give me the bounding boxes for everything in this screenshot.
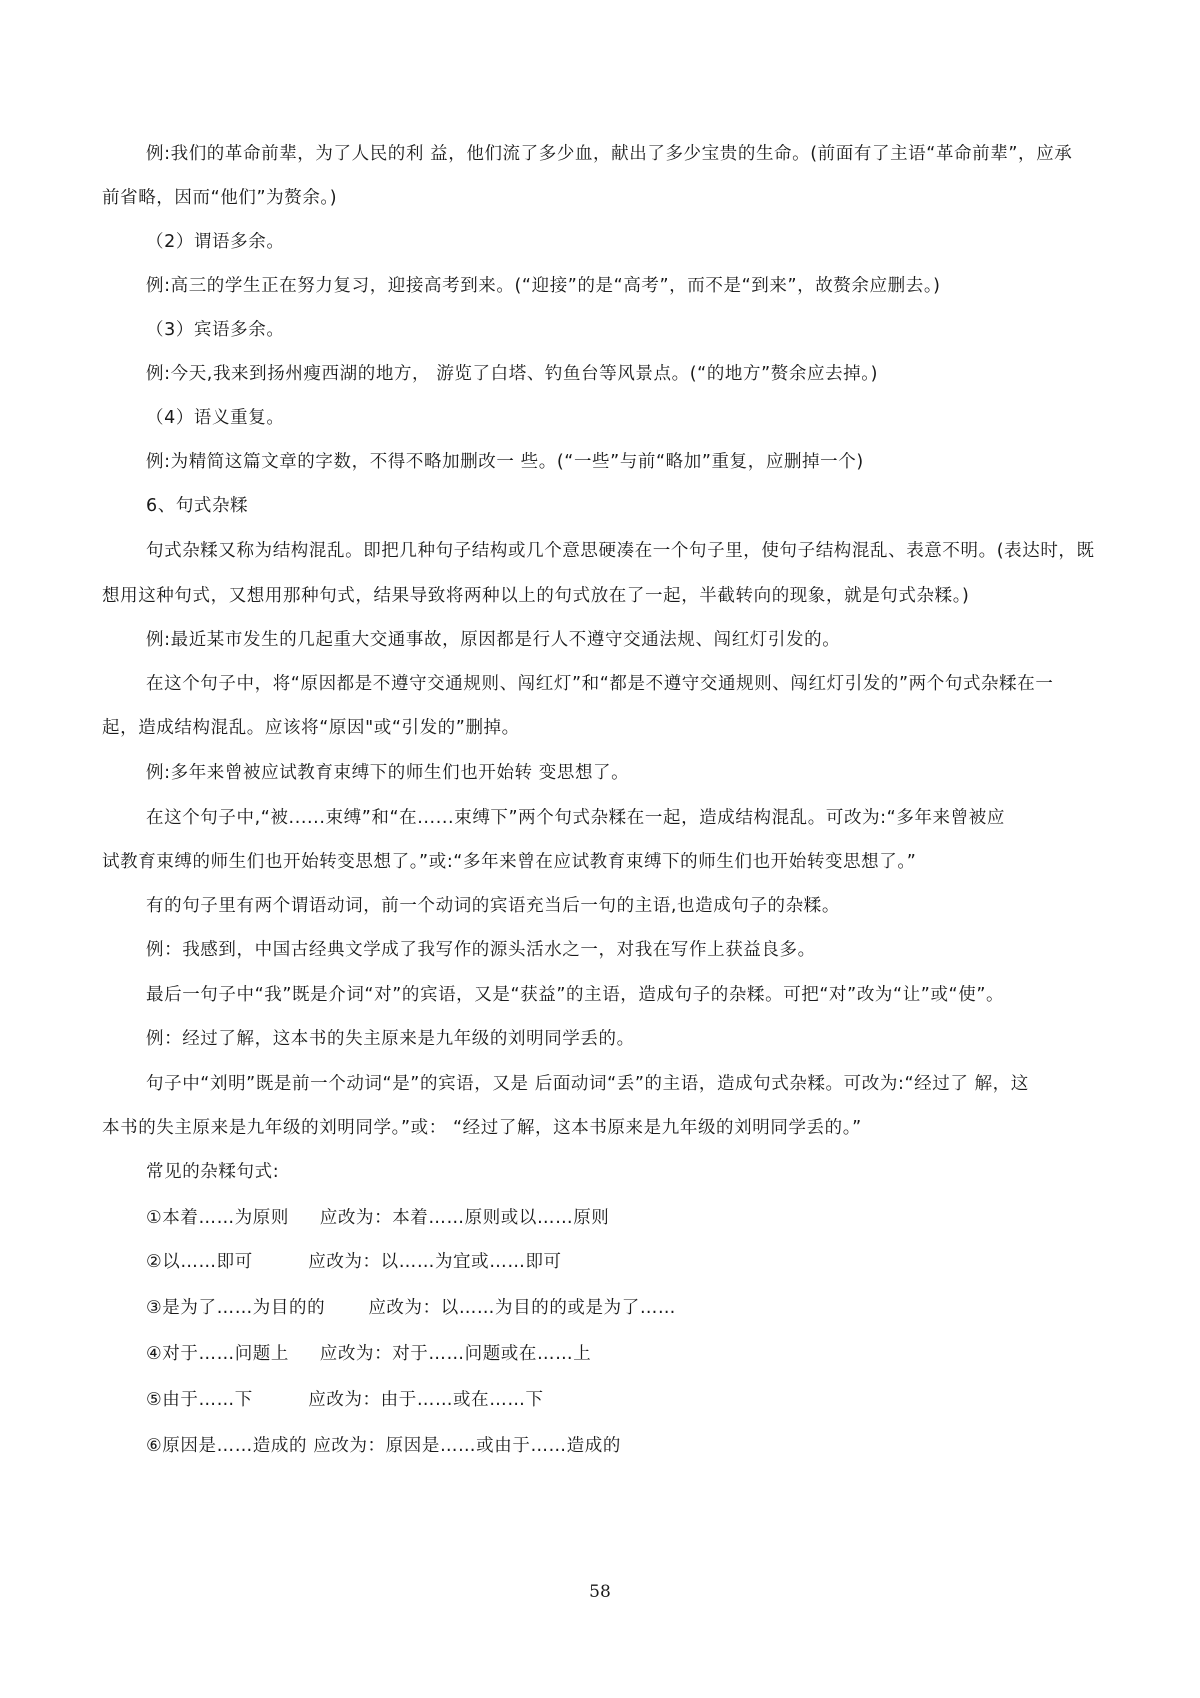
page-number: 58 [589,1582,611,1602]
text-line: （2）谓语多余。 [146,232,285,252]
list-item: ④对于……问题上 应改为：对于……问题或在……上 [146,1344,592,1364]
text-line: 想用这种句式，又想用那种句式，结果导致将两种以上的句式放在了一起，半截转向的现象，就是句式杂糅。) [102,586,970,606]
text-line: 前省略，因而“他们”为赘余。) [102,188,338,208]
text-line: 例:多年来曾被应试教育束缚下的师生们也开始转 变思想了。 [146,763,630,783]
text-line: 例:今天,我来到扬州瘦西湖的地方， 游览了白塔、钓鱼台等风景点。(“的地方”赘余应去掉。) [146,364,879,384]
text-line: 例:我们的革命前辈，为了人民的利 益，他们流了多少血，献出了多少宝贵的生命。(前面有了主语“革命前辈”，应承 [146,144,1073,164]
text-line: 例:为精简这篇文章的字数，不得不略加删改一 些。(“一些”与前“略加”重复，应删掉一个) [146,452,864,472]
text-line: 例：我感到，中国古经典文学成了我写作的源头活水之一，对我在写作上获益良多。 [146,940,816,960]
text-line: （4）语义重复。 [146,408,285,428]
text-line: 例：经过了解，这本书的失主原来是九年级的刘明同学丢的。 [146,1029,635,1049]
text-line: 在这个句子中，将“原因都是不遵守交通规则、闯红灯”和“都是不遵守交通规则、闯红灯引发的”两个句式杂糅在一 [146,674,1054,694]
text-line: 有的句子里有两个谓语动词，前一个动词的宾语充当后一句的主语,也造成句子的杂糅。 [146,896,840,916]
text-line: 试教育束缚的师生们也开始转变思想了。”或:“多年来曾在应试教育束缚下的师生们也开始转变思想了。” [102,852,917,872]
list-item: ②以……即可 应改为：以……为宜或……即可 [146,1252,562,1272]
text-line: 最后一句子中“我”既是介词“对”的宾语，又是“获益”的主语，造成句子的杂糅。可把“对”改为“让”或“使”。 [146,985,1005,1005]
text-line: 句式杂糅又称为结构混乱。即把几种句子结构或几个意思硬凑在一个句子里，使句子结构混乱、表意不明。(表达时，既 [146,541,1095,561]
list-item: ③是为了……为目的的 应改为：以……为目的的或是为了…… [146,1298,677,1318]
text-line: 本书的失主原来是九年级的刘明同学。”或： “经过了解，这本书原来是九年级的刘明同学丢的。” [102,1118,862,1138]
section-heading: 6、句式杂糅 [146,496,249,516]
text-line: （3）宾语多余。 [146,320,285,340]
text-line: 例:最近某市发生的几起重大交通事故，原因都是行人不遵守交通法规、闯红灯引发的。 [146,630,841,650]
text-line: 例:高三的学生正在努力复习，迎接高考到来。(“迎接”的是“高考”，而不是“到来”，故赘余应删去。) [146,276,941,296]
list-item: ①本着……为原则 应改为：本着……原则或以……原则 [146,1208,610,1228]
text-line: 起，造成结构混乱。应该将“原因"或“引发的”删掉。 [102,718,520,738]
text-line: 在这个句子中,“被......束缚”和“在......束缚下”两个句式杂糅在一起，造成结构混乱。可改为:“多年来曾被应 [146,808,1005,828]
list-item: ⑥原因是……造成的 应改为：原因是……或由于……造成的 [146,1436,621,1456]
text-line: 常见的杂糅句式: [146,1162,280,1182]
text-line: 句子中“刘明”既是前一个动词“是”的宾语，又是 后面动词“丢”的主语，造成句式杂糅。可改为:“经过了 解，这 [146,1074,1029,1094]
list-item: ⑤由于……下 应改为：由于……或在……下 [146,1390,544,1410]
